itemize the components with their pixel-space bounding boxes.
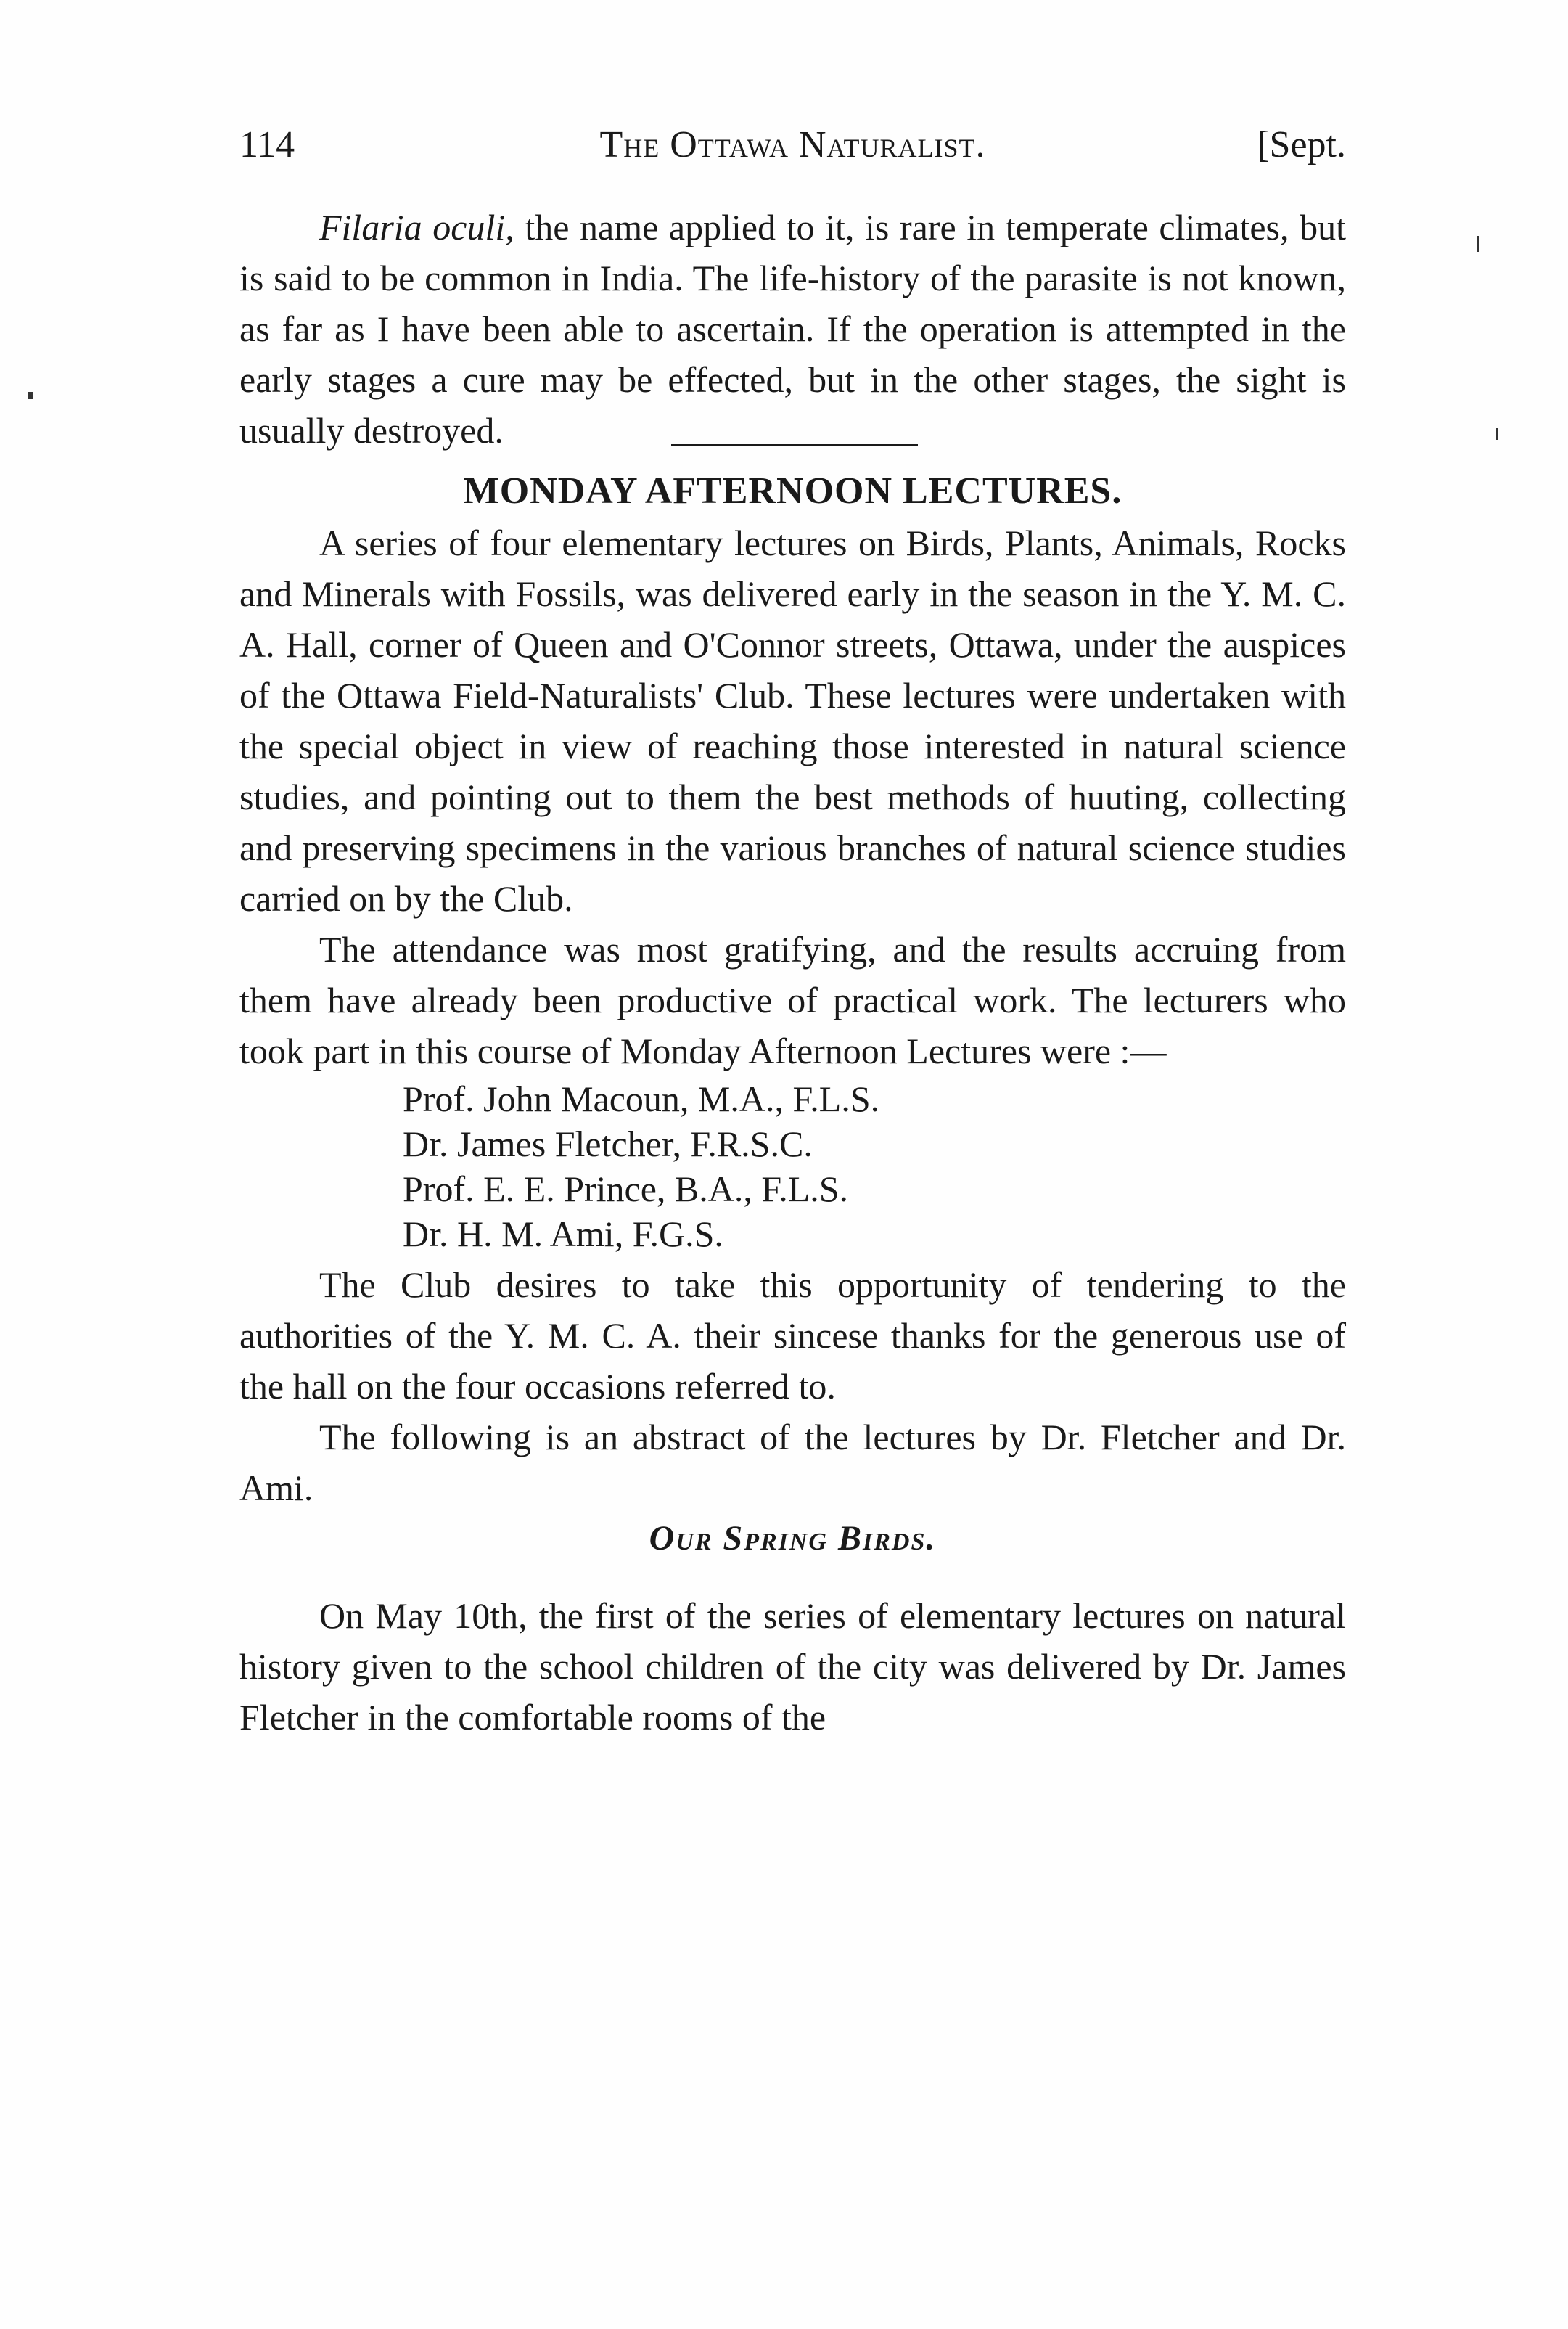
intro-paragraph bbox=[239, 202, 1346, 456]
lecturer-item: Dr. James Fletcher, F.R.S.C. bbox=[403, 1123, 813, 1164]
subsection-heading: Our Spring Birds. bbox=[649, 1519, 937, 1558]
margin-mark bbox=[28, 392, 33, 399]
issue-month: [Sept. bbox=[1257, 124, 1346, 165]
italic-term: Filaria oculi, bbox=[319, 207, 514, 247]
margin-mark bbox=[1477, 236, 1479, 252]
section-paragraph-2: The attendance was most gratifying, and the results accruing from them have already been productive of practical work. The lecturers who took part in this course of Monday Afternoon Lectures were :— bbox=[239, 929, 1346, 1071]
intro-text: the name applied to it, is rare in temperate climates, but is said to be common in India. The life-history of the parasite is not known, as far as I have been able to ascertain. If the operation is attempted in the early stages a cure may be effected, but in the other stages, the sight is usually destroyed. bbox=[239, 207, 1346, 451]
page-body bbox=[239, 202, 1346, 1743]
lecturer-item: Dr. H. M. Ami, F.G.S. bbox=[403, 1213, 723, 1254]
running-title: The Ottawa Naturalist. bbox=[599, 124, 986, 165]
section-paragraph-1: A series of four elementary lectures on Birds, Plants, Animals, Rocks and Minerals with Fossils, was delivered early in the season in the Y. M. C. A. Hall, corner of Queen and O'Connor streets, Ottawa, under the auspices of the Ottawa Field-Naturalists' Club. These lectures were undertaken with the special object in view of reaching those interested in natural science studies, and pointing out to them the best methods of huuting, collecting and preserving specimens in the various branches of natural science studies carried on by the Club. bbox=[239, 523, 1346, 919]
section-paragraph-3: The Club desires to take this opportunity of tendering to the authorities of the Y. M. C. A. their sincese thanks for the generous use of the hall on the four occasions referred to. bbox=[239, 1264, 1346, 1407]
lecturer-item: Prof. E. E. Prince, B.A., F.L.S. bbox=[403, 1168, 849, 1209]
section-heading: MONDAY AFTERNOON LECTURES. bbox=[463, 470, 1122, 512]
section-paragraph-4: The following is an abstract of the lectures by Dr. Fletcher and Dr. Ami. bbox=[239, 1417, 1346, 1508]
lecturer-list bbox=[403, 1076, 1346, 1256]
margin-mark bbox=[1496, 428, 1498, 440]
section-divider bbox=[671, 444, 918, 446]
page-header bbox=[239, 120, 1346, 171]
subsection-paragraph-1: On May 10th, the first of the series of elementary lectures on natural history given to the school children of the city was delivered by Dr. James Fletcher in the comfortable rooms of the bbox=[239, 1595, 1346, 1737]
lecturer-item: Prof. John Macoun, M.A., F.L.S. bbox=[403, 1078, 880, 1119]
page-number: 114 bbox=[239, 124, 295, 165]
